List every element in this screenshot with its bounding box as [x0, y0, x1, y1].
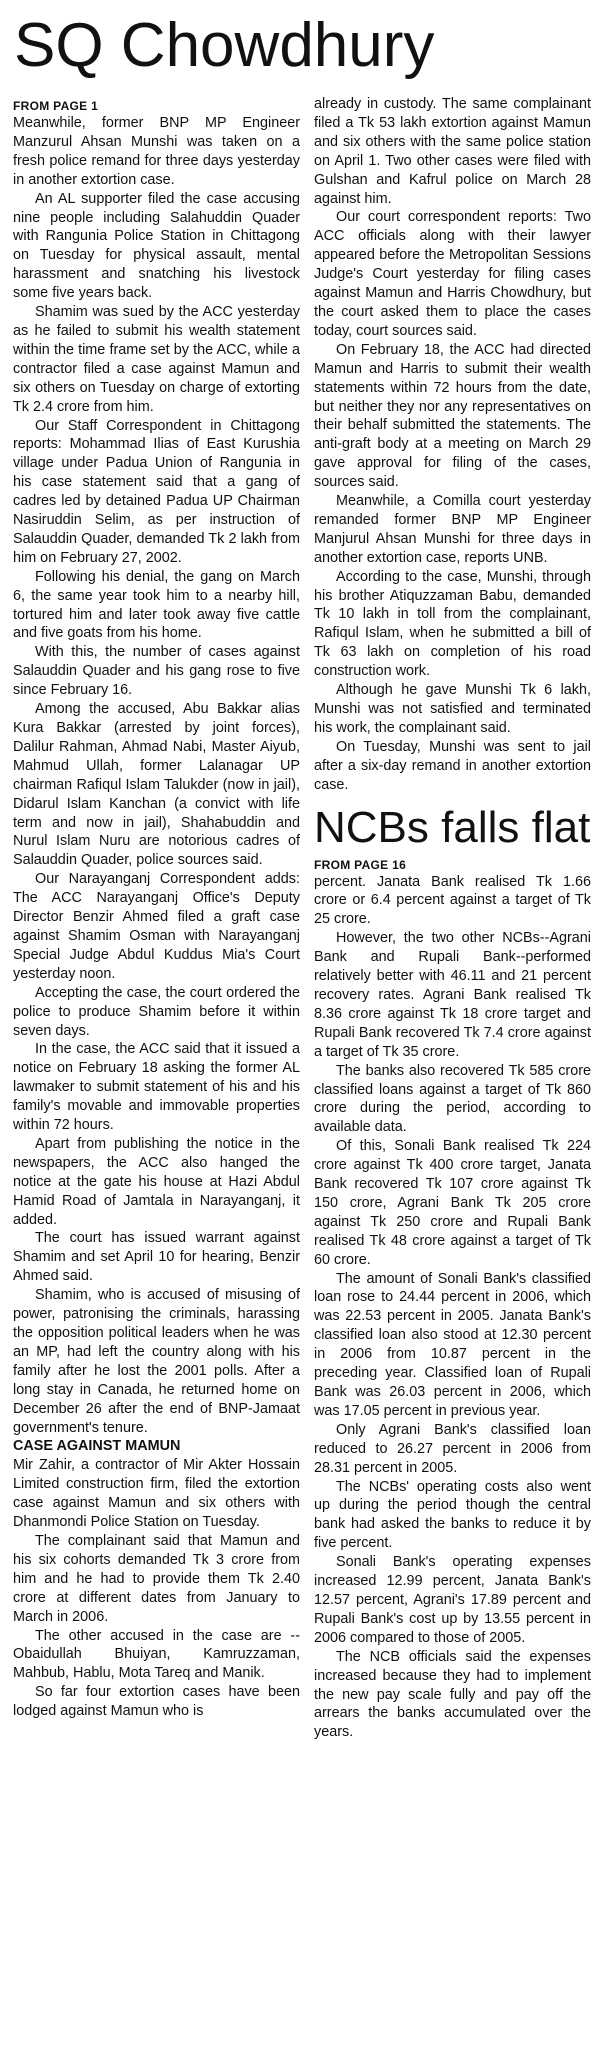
paragraph: Following his denial, the gang on March 6, the same year took him to a nearby hill, tortured him and later took away five cattle and five goats from his home. — [13, 568, 300, 642]
paragraph: Among the accused, Abu Bakkar alias Kura Bakkar (arrested by joint forces), Dalilur Rahman, Ahmad Nabi, Master Aiyub, Mahmud Ullah, former Lalanagar UP chairman Rafiqul Islam Talukder (now in jail), Didarul Islam Kanchan (a convict with life term and now in jail), Shahabuddin and Nurul Islam Nuru are notorious cadres of Salauddin Quader, police sources said. — [13, 701, 300, 869]
paragraph: Accepting the case, the court ordered the police to produce Shamim before it within seven days. — [13, 984, 300, 1039]
paragraph: percent. Janata Bank realised Tk 1.66 crore or 6.4 percent against a target of Tk 25 crore. — [314, 873, 591, 928]
paragraph: In the case, the ACC said that it issued a notice on February 18 asking the former AL lawmaker to submit statement of his and his family's movable and immovable properties within 72 hours. — [13, 1041, 300, 1134]
paragraph: Although he gave Munshi Tk 6 lakh, Munshi was not satisfied and terminated his work, the complainant said. — [314, 682, 591, 736]
paragraph: According to the case, Munshi, through his brother Atiquzzaman Babu, demanded Tk 10 lakh in toll from the complainant, Rafiqul Islam, when he submitted a bill of Tk 63 lakh on completion of his road construction work. — [314, 568, 591, 680]
paragraph: The banks also recovered Tk 585 crore classified loans against a target of Tk 860 crore during the period, according to available data. — [314, 1062, 591, 1136]
paragraph: Only Agrani Bank's classified loan reduced to 26.27 percent in 2006 from 28.31 percent in 2005. — [314, 1421, 591, 1476]
paragraph: The NCB officials said the expenses increased because they had to implement the new pay scale fully and pay off the arrears the banks accumulated over the years. — [314, 1648, 591, 1741]
paragraph: Shamim was sued by the ACC yesterday as he failed to submit his wealth statement within the time frame set by the ACC, while a contractor filed a case against Mamun and six others on Tuesday on charge of extorting Tk 2.4 crore from him. — [13, 304, 300, 415]
paragraph: So far four extortion cases have been lodged against Mamun who is — [13, 1684, 300, 1720]
right-column — [314, 95, 591, 2045]
paragraph: On Tuesday, Munshi was sent to jail after a six-day remand in another extortion case. — [314, 738, 591, 793]
paragraph: The NCBs' operating costs also went up during the period though the central bank had asked the banks to reduce it by five percent. — [314, 1478, 591, 1552]
paragraph: However, the two other NCBs--Agrani Bank and Rupali Bank--performed relatively better with 46.11 and 21 percent recovery rates. Agrani Bank realised Tk 8.36 crore against Tk 18 crore target and Rupali Bank recovered Tk 7.4 crore against a target of Tk 35 crore. — [314, 930, 591, 1060]
paragraph: Our Narayanganj Correspondent adds: The ACC Narayanganj Office's Deputy Director Benzir Ahmed filed a graft case against Shamim Osman with Narayanganj Special Judge Abdul Kuddus Mia's Court yesterday noon. — [13, 871, 300, 982]
paragraph: The amount of Sonali Bank's classified loan rose to 24.44 percent in 2006, which was 22.53 percent in 2005. Janata Bank's classified loan also stood at 12.30 percent in 2006 from 10.87 percent in the preceding year. Classified loan of Rupali Bank was 26.03 percent in 2006, which was 17.05 percent in previous year. — [314, 1270, 591, 1419]
paragraph: already in custody. The same complainant filed a Tk 53 lakh extortion against Mamun and six others with the same police station on April 1. Two other cases were filed with Gulshan and Kafrul police on March 28 against him. — [314, 96, 591, 207]
paragraph: Our Staff Correspondent in Chittagong reports: Mohammad Ilias of East Kurushia village under Padua Union of Rangunia in his case statement said that a gang of cadres led by detained Padua UP Chairman Nasiruddin Selim, as per instruction of Salauddin Quader, demanded Tk 2 lakh from him on February 27, 2002. — [13, 417, 300, 566]
kicker: FROM PAGE 1 — [13, 99, 99, 113]
paragraph: The court has issued warrant against Shamim and set April 10 for hearing, Benzir Ahmed said. — [13, 1230, 300, 1285]
kicker: FROM PAGE 16 — [314, 857, 407, 872]
paragraph: Meanwhile, a Comilla court yesterday remanded former BNP MP Engineer Manjurul Ahsan Munshi for three days in another extortion case, reports UNB. — [314, 493, 591, 566]
paragraph: Our court correspondent reports: Two ACC officials along with their lawyer appeared before the Metropolitan Sessions Judge's Court yesterday for filing cases against Mamun and Harris Chowdhury, but the court asked them to place the cases today, court sources said. — [314, 209, 591, 339]
paragraph: An AL supporter filed the case accusing nine people including Salahuddin Quader with Rangunia Police Station in Chittagong on Tuesday for physical assault, mental harassment and snatching his livestock some five years back. — [13, 190, 300, 302]
paragraph: Shamim, who is accused of misusing of power, patronising the criminals, harassing the opposition political leaders when he was an MP, had left the country along with his family after he lost the 2001 polls. After a long stay in Canada, he returned home on December 26 after the end of BNP-Jamaat government's tenure. — [13, 1287, 300, 1436]
paragraph: Of this, Sonali Bank realised Tk 224 crore against Tk 400 crore target, Janata Bank recovered Tk 107 crore against Tk 150 crore, Agrani Bank Tk 205 crore against Tk 250 crore and Rupali Bank realised Tk 48 crore against a target of Tk 60 crore. — [314, 1138, 591, 1268]
paragraph: Apart from publishing the notice in the newspapers, the ACC also hanged the notice at the gate his house at Hazi Abdul Hamid Road of Jamtala in Narayanganj, it added. — [13, 1135, 300, 1228]
paragraph: Meanwhile, former BNP MP Engineer Manzurul Ahsan Munshi was taken on a fresh police remand for three days yesterday in another extortion case. — [13, 115, 300, 188]
paragraph: The complainant said that Mamun and his six cohorts demanded Tk 3 crore from him and he had to provide them Tk 2.40 crore at different dates from January to March in 2006. — [13, 1532, 300, 1625]
left-column — [13, 98, 300, 2045]
paragraph: Mir Zahir, a contractor of Mir Akter Hossain Limited construction firm, filed the extortion case against Mamun and six others with Dhanmondi Police Station on Tuesday. — [13, 1457, 300, 1531]
paragraph: The other accused in the case are -- Obaidullah Bhuiyan, Kamruzzaman, Mahbub, Hablu, Mota Tareq and Manik. — [13, 1627, 300, 1682]
headline: SQ Chowdhury — [14, 11, 435, 80]
paragraph: On February 18, the ACC had directed Mamun and Harris to submit their wealth statements within 72 hours from the date, but neither they nor any representatives on their behalf submitted the statements. The anti-graft body at a meeting on March 29 gave approval for filing of the cases, sources said. — [314, 341, 591, 491]
subhead: CASE AGAINST MAMUN — [13, 1438, 181, 1455]
second-headline: NCBs falls flat — [314, 802, 591, 852]
paragraph: Sonali Bank's operating expenses increased 12.99 percent, Janata Bank's 12.57 percent, Agrani's 17.89 percent and Rupali Bank's cost up by 13.55 percent in 2006 compared to those of 2005. — [314, 1554, 591, 1646]
paragraph: With this, the number of cases against Salauddin Quader and his gang rose to five since February 16. — [13, 644, 300, 699]
